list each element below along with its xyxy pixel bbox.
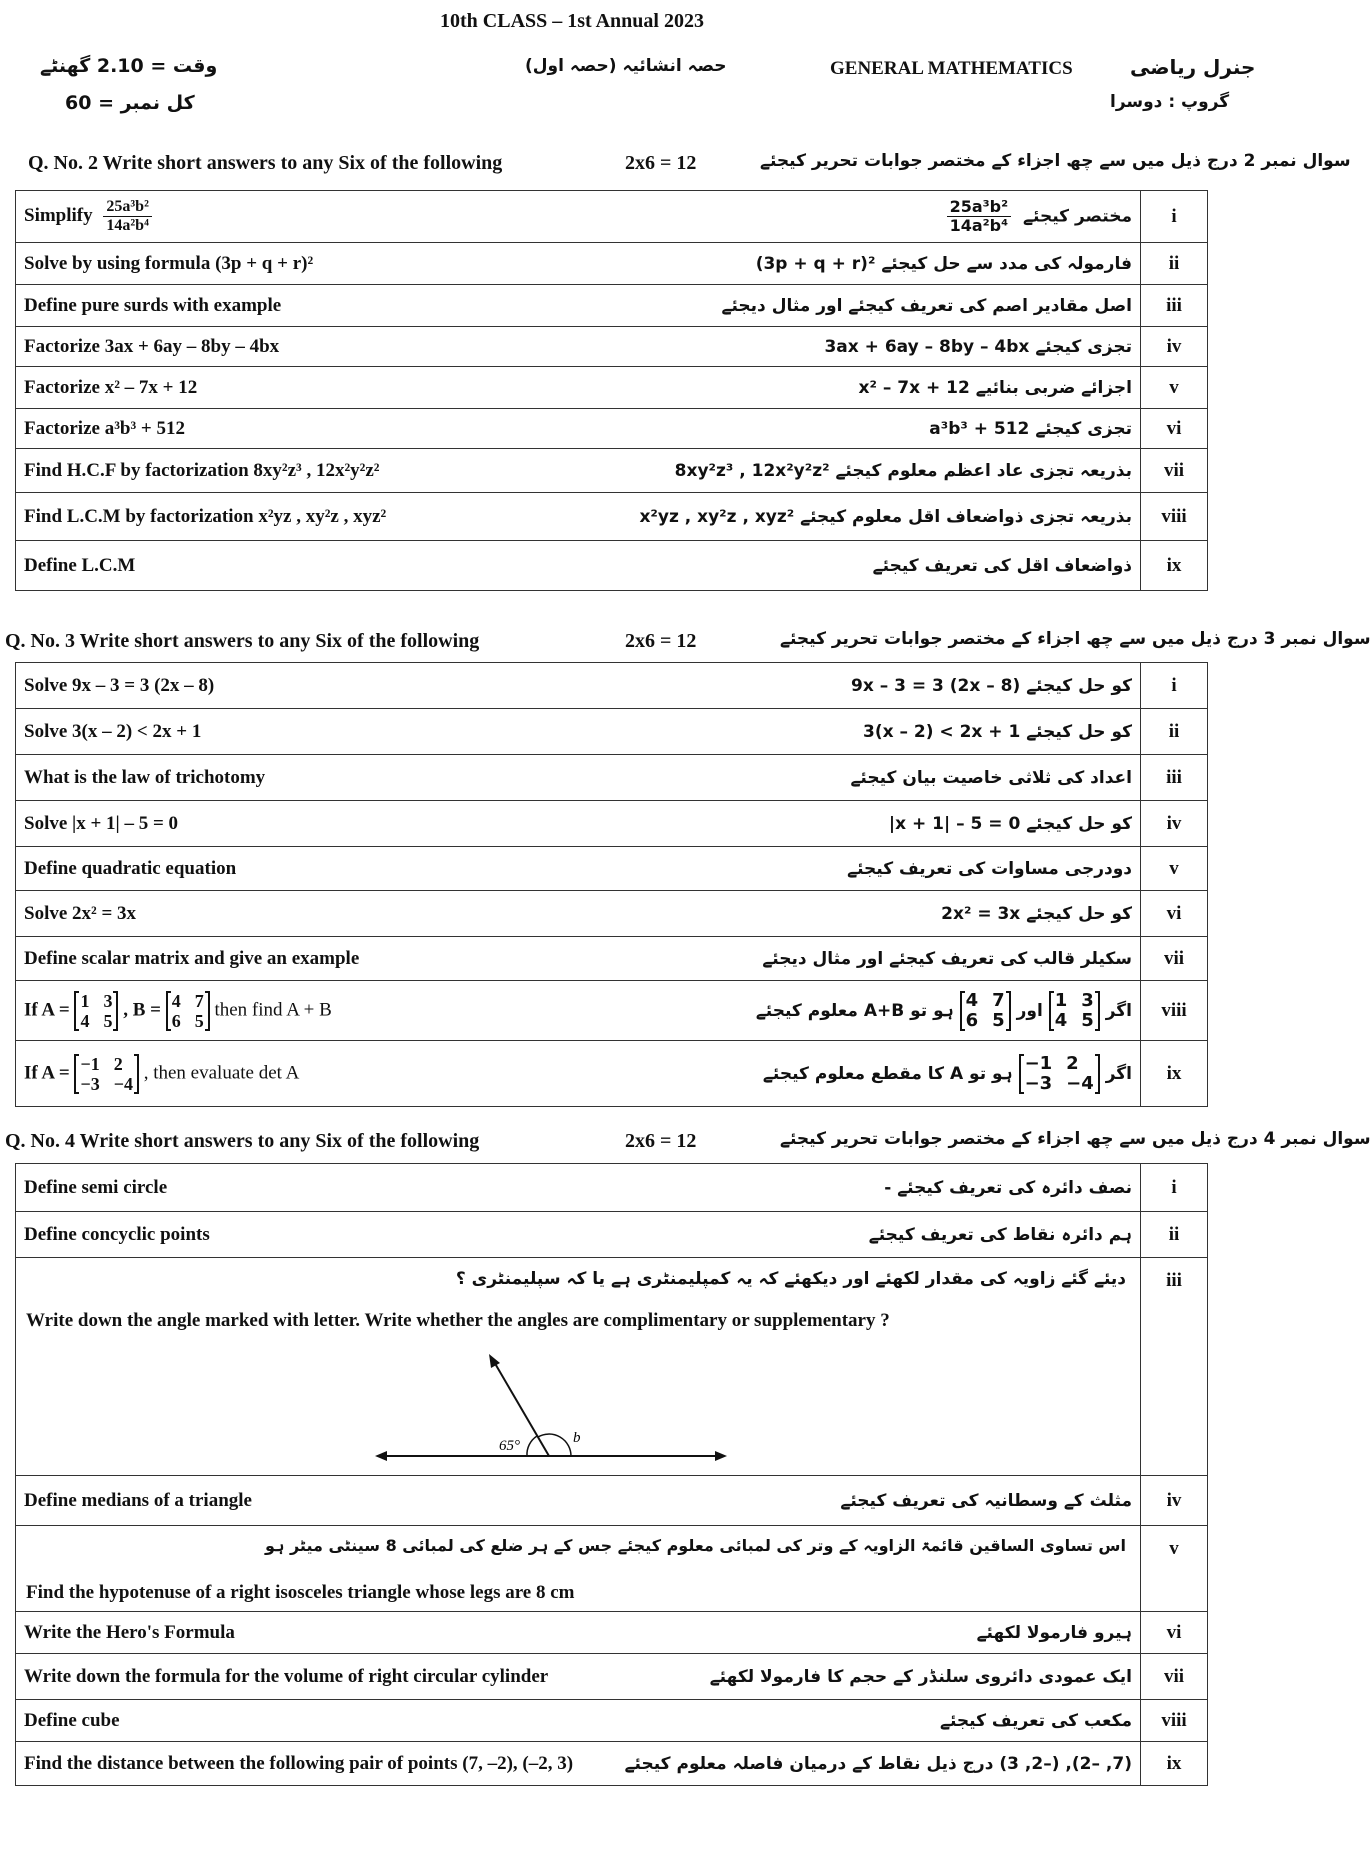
matrix-cell: 3 [103, 990, 113, 1011]
q2-row1-label: Simplify [24, 204, 93, 226]
matrix-a-urdu [1049, 991, 1100, 1031]
table-row [16, 801, 1208, 847]
q4-row6-text: Write the Hero's Formula [24, 1621, 235, 1643]
urdu-and: اور [1016, 1000, 1043, 1021]
q3-row6-text: Solve 2x² = 3x [24, 902, 137, 924]
q2-row1-number: i [1141, 191, 1208, 243]
q3-row1-number: i [1141, 663, 1208, 709]
q4-row9-text: Find the distance between the following pair of points (7, –2), (–2, 3) [24, 1752, 574, 1774]
table-row [16, 1164, 1208, 1212]
time-label: وقت = 2.10 گھنٹے [40, 55, 218, 77]
matrix-cell: 1 [1054, 989, 1068, 1011]
q3-row1-urdu: 9x – 3 = 3 (2x – 8) کو حل کیجئے [850, 676, 1132, 696]
subject-english: GENERAL MATHEMATICS [830, 58, 1073, 79]
q2-row1-fraction [103, 198, 152, 235]
matrix-cell: 5 [1081, 1009, 1094, 1031]
table-row [16, 1041, 1208, 1107]
q3-row4-urdu: |x + 1| – 5 = 0 کو حل کیجئے [888, 814, 1132, 834]
q4-row2-urdu: ہم دائرہ نقاط کی تعریف کیجئے [868, 1225, 1132, 1245]
q3-row5-number: v [1141, 847, 1208, 891]
q3-row2-number: ii [1141, 709, 1208, 755]
q4-row1-text: Define semi circle [24, 1176, 168, 1198]
q4-row6-number: vi [1141, 1612, 1208, 1654]
fraction-numerator: 25a³b² [947, 198, 1012, 217]
table-row [16, 493, 1208, 541]
q3-row2-text: Solve 3(x – 2) < 2x + 1 [24, 720, 202, 742]
q4-row2-number: ii [1141, 1212, 1208, 1258]
matrix-cell: −4 [113, 1073, 133, 1094]
matrix-cell: −1 [80, 1053, 100, 1074]
q3-row8-english [24, 991, 332, 1031]
matrix-b [166, 991, 210, 1031]
table-row [16, 709, 1208, 755]
matrix-a [74, 991, 118, 1031]
matrix-cell: 4 [171, 990, 181, 1011]
q4-row7-urdu: ایک عمودی دائروی سلنڈر کے حجم کا فارمولا لکھئے [709, 1667, 1132, 1687]
q4-heading: Q. No. 4 Write short answers to any Six of the following [5, 1130, 480, 1152]
matrix-cell: 1 [80, 990, 90, 1011]
q4-row5-number: v [1141, 1526, 1208, 1612]
q3-row7-urdu: سکیلر قالب کی تعریف کیجئے اور مثال دیجئے [762, 949, 1132, 969]
matrix-cell: 2 [113, 1053, 123, 1074]
table-row [16, 1476, 1208, 1526]
q3-row1-text: Solve 9x – 3 = 3 (2x – 8) [24, 674, 215, 696]
q4-row3-number: iii [1141, 1258, 1208, 1476]
matrix-cell: 7 [194, 990, 204, 1011]
urdu-tail: ہو تو A+B معلوم کیجئے [755, 1000, 954, 1021]
q2-row2-text: Solve by using formula (3p + q + r)² [24, 252, 314, 274]
q4-row6-urdu: ہیرو فارمولا لکھئے [976, 1623, 1132, 1643]
urdu-if: اگر [1105, 1063, 1132, 1084]
q2-row1-fraction-urdu [947, 198, 1012, 235]
q3-row8-urdu [756, 991, 1132, 1031]
table-row [16, 847, 1208, 891]
table-row [16, 1612, 1208, 1654]
q2-row4-text: Factorize 3ax + 6ay – 8by – 4bx [24, 335, 280, 357]
matrix-cell: 6 [965, 1009, 979, 1031]
angle-diagram [371, 1346, 731, 1471]
q3-table [15, 662, 1208, 1107]
angle-label-b: b [573, 1430, 581, 1446]
table-row [16, 1526, 1208, 1612]
q2-row7-text: Find H.C.F by factorization 8xy²z³ , 12x²y²z² [24, 459, 380, 481]
matrix-a [74, 1054, 139, 1094]
q2-row6-number: vi [1141, 409, 1208, 449]
table-row [16, 1258, 1208, 1476]
q4-row9-urdu: (7, –2), (–2, 3) درج ذیل نقاط کے درمیان فاصلہ معلوم کیجئے [624, 1754, 1132, 1774]
matrix-b-urdu [960, 991, 1011, 1031]
q4-row1-number: i [1141, 1164, 1208, 1212]
matrix-a-urdu [1019, 1054, 1100, 1094]
table-row [16, 409, 1208, 449]
matrix-cell: 4 [965, 989, 979, 1011]
q3-row4-text: Solve |x + 1| – 5 = 0 [24, 812, 179, 834]
q2-row7-number: vii [1141, 449, 1208, 493]
q3-row3-number: iii [1141, 755, 1208, 801]
q2-row2-urdu: (3p + q + r)² فارمولہ کی مدد سے حل کیجئے [755, 254, 1132, 274]
q4-row4-urdu: مثلث کے وسطانیہ کی تعریف کیجئے [840, 1491, 1132, 1511]
table-row [16, 191, 1208, 243]
matrix-cell: 4 [1054, 1009, 1068, 1031]
table-row [16, 891, 1208, 937]
angle-arc-65 [527, 1436, 537, 1456]
total-marks-label: کل نمبر = 60 [65, 92, 195, 114]
q2-row9-urdu: ذواضعاف اقل کی تعریف کیجئے [872, 556, 1132, 576]
table-row [16, 1654, 1208, 1700]
q2-row7-urdu: 8xy²z³ , 12x²y²z² بذریعہ تجزی عاد اعظم معلوم کیجئے [674, 461, 1132, 481]
matrix-cell: 4 [80, 1010, 90, 1031]
q3-row3-text: What is the law of trichotomy [24, 766, 266, 788]
table-row [16, 243, 1208, 285]
left-arrowhead [375, 1451, 387, 1461]
q3-row2-urdu: 3(x – 2) < 2x + 1 کو حل کیجئے [863, 722, 1132, 742]
ray-arrowhead [489, 1354, 500, 1368]
q3-row9-tail: , then evaluate det A [143, 1061, 300, 1083]
matrix-cell: 5 [194, 1010, 204, 1031]
table-row [16, 541, 1208, 591]
matrix-cell: 7 [992, 989, 1005, 1011]
table-row [16, 981, 1208, 1041]
table-row [16, 1700, 1208, 1742]
q2-row6-urdu: a³b³ + 512 تجزی کیجئے [929, 419, 1132, 439]
q4-row3-urdu: دیئے گئے زاویہ کی مقدار لکھئے اور دیکھئے کہ یہ کمپلیمنٹری ہے یا کہ سپلیمنٹری ؟ [455, 1269, 1126, 1289]
q3-marks: 2x6 = 12 [625, 630, 697, 652]
matrix-cell: −4 [1066, 1072, 1094, 1094]
q2-row5-number: v [1141, 367, 1208, 409]
matrix-cell: −3 [1024, 1072, 1053, 1094]
q4-row7-text: Write down the formula for the volume of right circular cylinder [24, 1665, 549, 1687]
q2-row4-urdu: 3ax + 6ay – 8by – 4bx تجزی کیجئے [824, 337, 1132, 357]
q4-row4-number: iv [1141, 1476, 1208, 1526]
q4-heading-urdu: سوال نمبر 4 درج ذیل میں سے چھ اجزاء کے مختصر جوابات تحریر کیجئے [780, 1129, 1371, 1149]
q4-row4-text: Define medians of a triangle [24, 1489, 252, 1511]
matrix-cell: 2 [1066, 1052, 1079, 1074]
group-label: گروپ : دوسرا [1110, 92, 1230, 112]
matrix-cell: −1 [1024, 1052, 1053, 1074]
q4-row5-text: Find the hypotenuse of a right isosceles triangle whose legs are 8 cm [26, 1582, 575, 1603]
q2-heading-urdu: سوال نمبر 2 درج ذیل میں سے چھ اجزاء کے مختصر جوابات تحریر کیجئے [760, 151, 1351, 171]
q3-row5-text: Define quadratic equation [24, 857, 237, 879]
table-row [16, 1742, 1208, 1786]
urdu-tail: ہو تو A کا مقطع معلوم کیجئے [762, 1063, 1013, 1084]
section-label: حصہ انشائیہ (حصہ اول) [525, 56, 727, 76]
q4-row1-urdu: نصف دائرہ کی تعریف کیجئے - [884, 1178, 1132, 1198]
paper-title: 10th CLASS – 1st Annual 2023 [440, 10, 704, 32]
fraction-denominator: 14a²b⁴ [106, 217, 149, 234]
q2-row2-number: ii [1141, 243, 1208, 285]
table-row [16, 937, 1208, 981]
q2-row6-text: Factorize a³b³ + 512 [24, 417, 185, 439]
subject-urdu: جنرل ریاضی [1130, 55, 1256, 79]
q4-table [15, 1163, 1208, 1786]
q2-row9-number: ix [1141, 541, 1208, 591]
q3-row8-if: If A = [24, 998, 70, 1020]
table-row [16, 285, 1208, 327]
angle-label-65: 65° [499, 1438, 520, 1454]
q2-heading: Q. No. 2 Write short answers to any Six of the following [28, 152, 503, 174]
q2-row3-text: Define pure surds with example [24, 294, 282, 316]
q2-row3-number: iii [1141, 285, 1208, 327]
q3-row6-urdu: 2x² = 3x کو حل کیجئے [941, 904, 1132, 924]
fraction-denominator: 14a²b⁴ [949, 216, 1009, 235]
q4-row5-urdu: اس تساوی الساقین قائمۃ الزاویہ کے وتر کی لمبائی معلوم کیجئے جس کے ہر ضلع کی لمبائی 8 سینٹی میٹر ہو [265, 1536, 1126, 1555]
table-row [16, 663, 1208, 709]
matrix-cell: 6 [171, 1010, 181, 1031]
q4-marks: 2x6 = 12 [625, 1130, 697, 1152]
matrix-cell: 5 [992, 1009, 1005, 1031]
q3-row4-number: iv [1141, 801, 1208, 847]
right-arrowhead [715, 1451, 727, 1461]
q3-row8-b: , B = [123, 998, 161, 1020]
q2-table [15, 190, 1208, 591]
q3-row3-urdu: اعداد کی ثلاثی خاصیت بیان کیجئے [850, 768, 1132, 788]
table-row [16, 367, 1208, 409]
q4-row7-number: vii [1141, 1654, 1208, 1700]
q2-row5-text: Factorize x² – 7x + 12 [24, 376, 198, 398]
q3-row9-number: ix [1141, 1041, 1208, 1107]
q3-row7-number: vii [1141, 937, 1208, 981]
table-row [16, 327, 1208, 367]
table-row [16, 755, 1208, 801]
q3-row9-urdu [763, 1054, 1132, 1094]
q2-row8-urdu: x²yz , xy²z , xyz² بذریعہ تجزی ذواضعاف اقل معلوم کیجئے [639, 507, 1132, 527]
q2-row8-number: viii [1141, 493, 1208, 541]
q2-row8-text: Find L.C.M by factorization x²yz , xy²z , xyz² [24, 505, 387, 527]
q2-row5-urdu: x² – 7x + 12 اجزائے ضربی بنائیے [858, 378, 1132, 398]
q3-heading-urdu: سوال نمبر 3 درج ذیل میں سے چھ اجزاء کے مختصر جوابات تحریر کیجئے [780, 629, 1371, 649]
q3-row5-urdu: دودرجی مساوات کی تعریف کیجئے [847, 859, 1132, 879]
matrix-cell: −3 [80, 1073, 100, 1094]
q3-row8-tail: then find A + B [214, 998, 332, 1020]
table-row [16, 1212, 1208, 1258]
q2-row3-urdu: اصل مقادیر اصم کی تعریف کیجئے اور مثال دیجئے [721, 296, 1132, 316]
q4-row8-urdu: مکعب کی تعریف کیجئے [939, 1711, 1132, 1731]
q4-row2-text: Define concyclic points [24, 1223, 210, 1245]
matrix-cell: 5 [103, 1010, 113, 1031]
q3-heading: Q. No. 3 Write short answers to any Six of the following [5, 630, 480, 652]
q3-row9-english [24, 1054, 299, 1094]
q3-row9-if: If A = [24, 1061, 70, 1083]
q2-row1-urdu: مختصر کیجئے [1023, 206, 1132, 227]
q4-row8-text: Define cube [24, 1709, 120, 1731]
q2-row4-number: iv [1141, 327, 1208, 367]
urdu-if: اگر [1105, 1000, 1132, 1021]
q4-row9-number: ix [1141, 1742, 1208, 1786]
matrix-cell: 3 [1081, 989, 1094, 1011]
q3-row8-number: viii [1141, 981, 1208, 1041]
fraction-numerator: 25a³b² [103, 198, 152, 217]
q3-row7-text: Define scalar matrix and give an example [24, 947, 360, 969]
q3-row6-number: vi [1141, 891, 1208, 937]
q2-row9-text: Define L.C.M [24, 554, 136, 576]
q2-marks: 2x6 = 12 [625, 152, 697, 174]
table-row [16, 449, 1208, 493]
q4-row3-text: Write down the angle marked with letter. Write whether the angles are complimentary or supplementary ? [26, 1310, 890, 1331]
q4-row8-number: viii [1141, 1700, 1208, 1742]
